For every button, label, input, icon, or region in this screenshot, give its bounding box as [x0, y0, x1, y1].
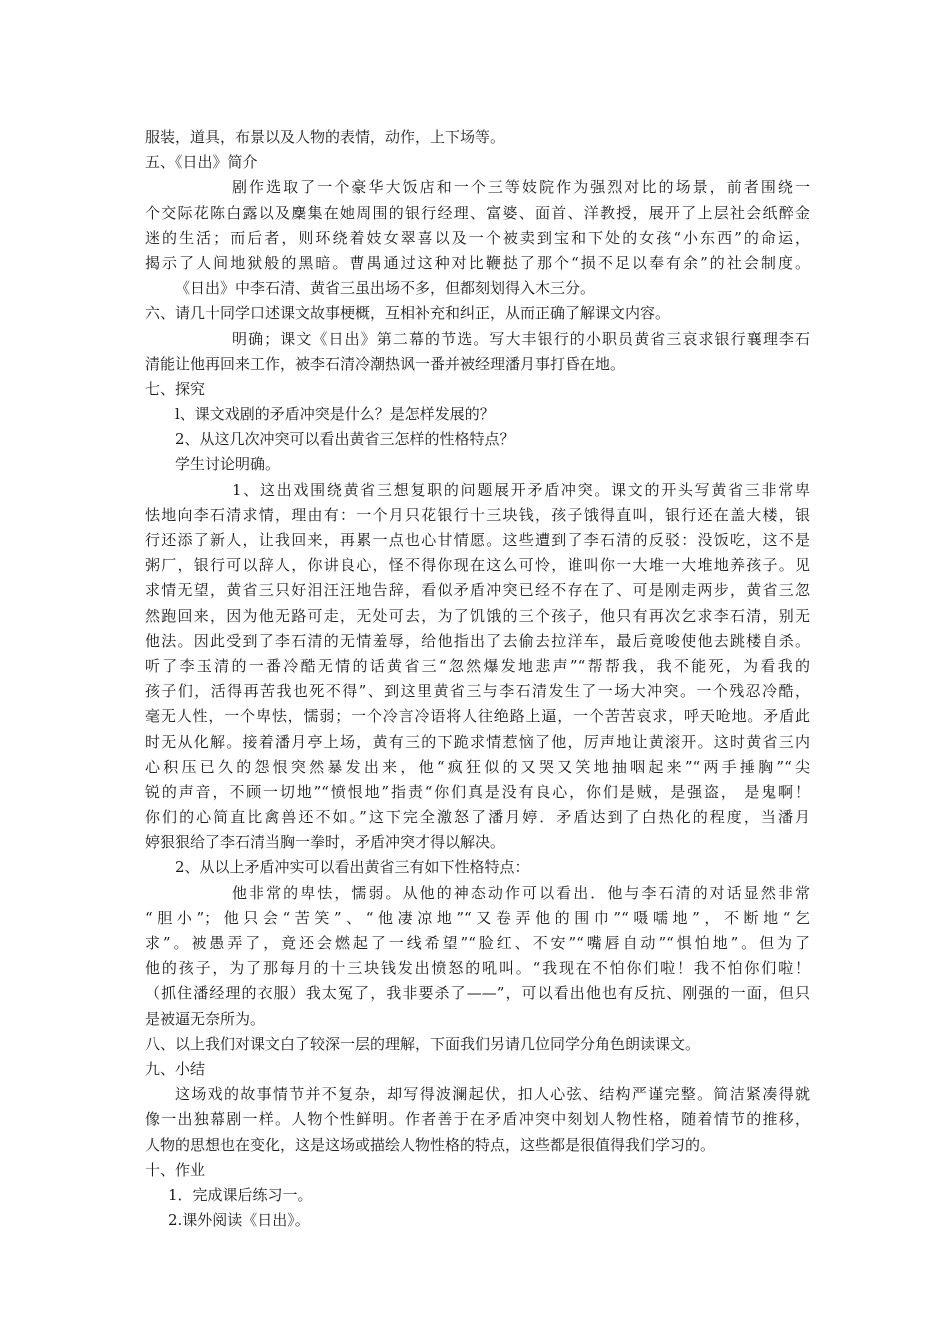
text-line: 然跑回来，因为他无路可走，无处可去，为了饥饿的三个孩子，他只有再次乞求李石清，别无 — [145, 606, 810, 625]
text-line: “胆小”；他只会“苦笑”、“他凄凉地”“又卷弄他的围巾”“嗫嚅地”，不断地“乞 — [145, 908, 810, 927]
text-line: 剧作选取了一个豪华大饭店和一个三等妓院作为强烈对比的场景，前者围绕一 — [232, 178, 810, 197]
text-line: 怯地向李石清求情，理由有：一个月只花银行十三块钱，孩子饿得直叫，银行还在盖大楼，银 — [145, 505, 810, 524]
text-line: 是被逼无奈所为。 — [145, 1009, 266, 1028]
text-line: 清能让他再回来工作，被李石清冷潮热讽一番并被经理潘月事打昏在地。 — [145, 354, 626, 373]
text-line: 锐的声音，不顾一切地”“愤恨地”指责“你们真是没有良心，你们是贼，是强盗， 是鬼啊！ — [145, 782, 810, 801]
text-line: 他的孩子，为了那每月的十三块钱发出愤怒的吼叫。“我现在不怕你们啦！我不怕你们啦！ — [145, 959, 810, 978]
text-line: 他非常的卑怯，懦弱。从他的神态动作可以看出．他与李石清的对话显然非常 — [232, 883, 810, 902]
text-line: 心积压已久的怨恨突然暴发出来，他“疯狂似的又哭又笑地抽咽起来”“两手捶胸”“尖 — [145, 757, 810, 776]
question-2: 2、从这几次冲突可以看出黄省三怎样的性格特点？ — [175, 430, 515, 449]
text-line: 迷的生活；而后者，则环绕着妓女翠喜以及一个被卖到宝和下处的女孩“小东西”的命运， — [145, 228, 810, 247]
text-line: 揭示了人间地狱般的黑暗。曹禺通过这种对比鞭挞了那个“损不足以奉有余”的社会制度。 — [145, 253, 810, 272]
text-line: 服装，道具，布景以及人物的表情，动作，上下场等。 — [145, 128, 506, 146]
text-line: 像一出独幕剧一样。人物个性鲜明。作者善于在矛盾冲突中刻划人物性格，随着情节的推移， — [145, 1110, 810, 1129]
text-line: 明确；课文《日出》第二幕的节选。写大丰银行的小职员黄省三哀求银行襄理李石 — [232, 329, 810, 348]
text-line: 学生讨论明确。 — [175, 455, 281, 474]
section-heading-7: 七、探究 — [145, 379, 206, 398]
text-line: 人物的思想也在变化，这是这场或描绘人物性格的特点，这些都是很值得我们学习的。 — [145, 1135, 716, 1154]
text-line: 你们的心简直比禽兽还不如。”这下完全激怒了潘月婷．矛盾达到了白热化的程度，当潘月 — [145, 808, 810, 827]
text-line: 粥厂，银行可以辞人，你讲良心，怪不得你现在这么可怜，谁叫你一大堆一大堆地养孩子。见 — [145, 556, 810, 575]
text-line: 婷狠狠给了李石清当胸一拳时，矛盾冲突才得以解决。 — [145, 833, 506, 852]
section-heading-5: 五、《日出》简介 — [145, 153, 258, 172]
text-line: 1、这出戏围绕黄省三想复职的问题展开矛盾冲突。课文的开头写黄省三非常卑 — [232, 480, 810, 499]
text-line: 2、从以上矛盾冲实可以看出黄省三有如下性格特点： — [175, 858, 530, 877]
text-line: 时无从化解。接着潘月亭上场，黄有三的下跪求情惹恼了他，厉声地让黄滚开。这时黄省三内 — [145, 732, 810, 751]
document-page — [145, 125, 810, 1233]
text-line: 个交际花陈白露以及麇集在她周围的银行经理、富婆、面首、洋教授，展开了上层社会纸醉金 — [145, 203, 810, 222]
homework-item-1: 1．完成课后练习一。 — [168, 1185, 313, 1204]
section-heading-6: 六、请几十同学口述课文故事梗概，互相补充和纠正，从而正确了解课文内容。 — [145, 304, 671, 323]
text-line: 行还添了新人，让我回来，再累一点也心甘情愿。这些遭到了李石清的反驳：没饭吃，这不是 — [145, 531, 810, 549]
section-heading-10: 十、作业 — [145, 1160, 206, 1179]
text-line: 求”。被愚弄了，竟还会燃起了一线希望”“脸红、不安”“嘴唇自动”“惧怕地”。但为了 — [145, 934, 810, 952]
section-heading-8: 八、以上我们对课文白了较深一层的理解，下面我们另请几位同学分角色朗读课文。 — [145, 1034, 701, 1053]
text-line: 求情无望，黄省三只好泪汪汪地告辞，看似矛盾冲突已经不存在了、可是刚走两步，黄省三忽 — [145, 581, 810, 600]
homework-item-2: 2.课外阅读《日出》。 — [168, 1211, 310, 1230]
text-line: 毫无人性，一个卑怯，懦弱；一个冷言冷语将人往绝路上逼，一个苦苦哀求，呼天呛地。矛盾此 — [145, 707, 810, 726]
text-line: 他法。因此受到了李石清的无情羞辱，给他指出了去偷去拉洋车，最后竟唆使他去跳楼自杀。 — [145, 631, 810, 650]
text-line: 这场戏的故事情节并不复杂，却写得波澜起伏，扣人心弦、结构严谨完整。简洁紧凑得就 — [175, 1085, 810, 1104]
text-line: 孩子们，活得再苦我也死不得”、到这里黄省三与李石清发生了一场大冲突。一个残忍冷酷， — [145, 682, 810, 701]
text-line: 听了李玉清的一番冷酷无情的话黄省三“忽然爆发地悲声”“帮帮我，我不能死，为看我的 — [145, 656, 810, 675]
text-line: 《日出》中李石清、黄省三虽出场不多，但都刻划得入木三分。 — [175, 279, 596, 298]
text-line: （抓住潘经理的衣服）我太冤了，我非要杀了——”，可以看出他也有反抗、刚强的一面，但只 — [145, 984, 810, 1003]
question-1: l、课文戏剧的矛盾冲突是什么？是怎样发展的？ — [175, 405, 495, 424]
section-heading-9: 九、小结 — [145, 1059, 206, 1078]
